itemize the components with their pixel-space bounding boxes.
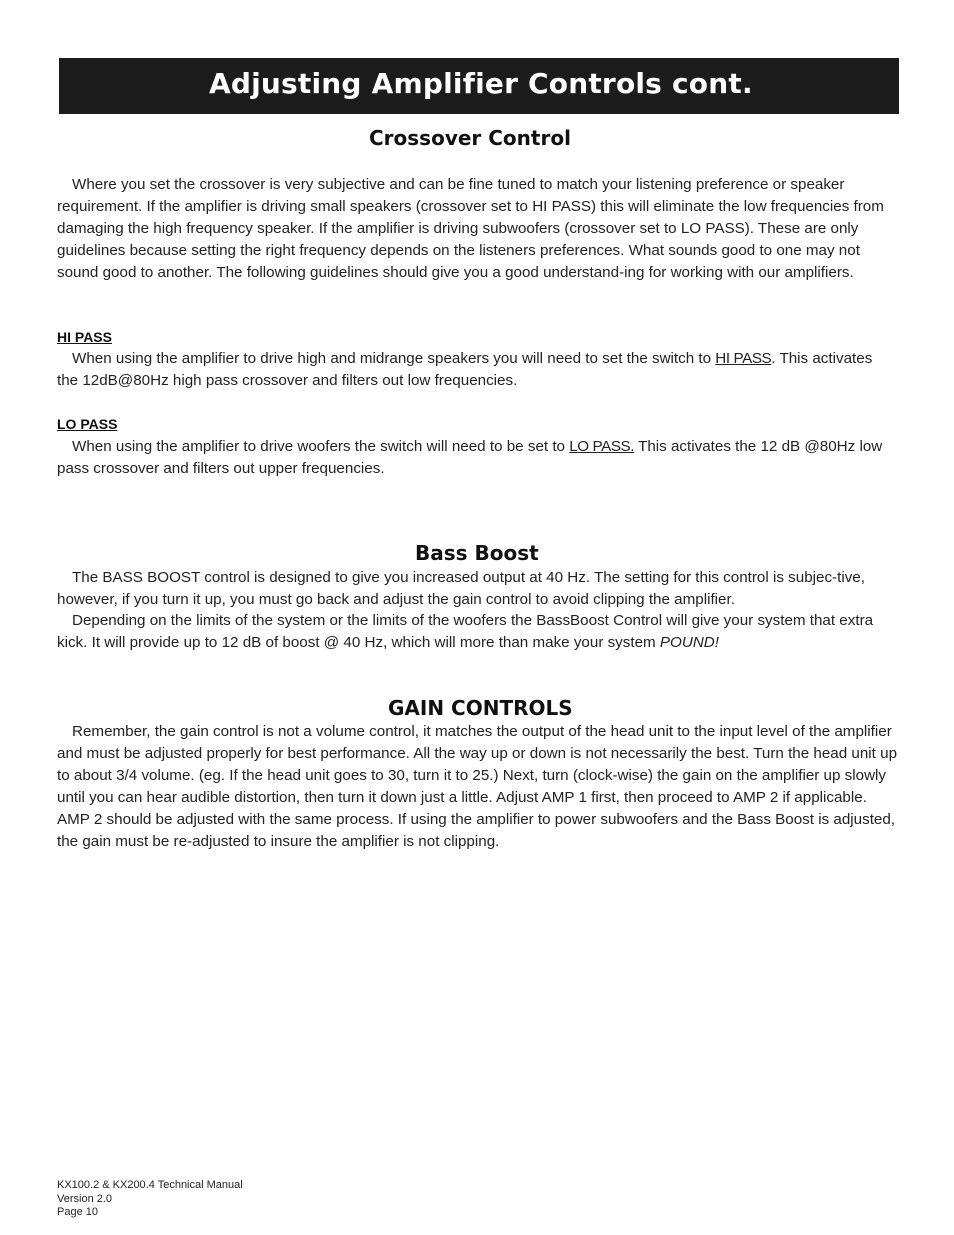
- gain-controls-paragraph: Remember, the gain control is not a volume control, it matches the output of the head unit to the input level of the amplifier and must be adjusted properly for best performance. All the way up or down is not necessarily the best. Turn the head unit up to about 3/4 volume. (eg. If the head unit goes to 30, turn it to 25.) Next, turn (clock-wise) the gain on the amplifier up slowly until you can hear audible distortion, then turn it down just a little. Adjust AMP 1 first, then proceed to AMP 2 if applicable. AMP 2 should be adjusted with the same process. If using the amplifier to power subwoofers and the Bass Boost is adjusted, the gain must be re-adjusted to insure the amplifier is not clipping.: [57, 723, 898, 850]
- hi-pass-text-start: When using the amplifier to drive high and midrange speakers you will need to set the switch to: [72, 350, 716, 367]
- bass-boost-paragraph-2: [57, 610, 897, 654]
- lo-pass-paragraph: [57, 436, 897, 480]
- hi-pass-paragraph: [57, 348, 897, 392]
- hi-pass-emphasis: HI PASS: [715, 350, 772, 367]
- gain-controls-section-title: GAIN CONTROLS: [388, 696, 573, 720]
- crossover-section-title: Crossover Control: [369, 126, 571, 150]
- page-title-banner: [59, 58, 899, 114]
- hi-pass-heading: HI PASS: [57, 329, 112, 345]
- bass-boost-section-title: Bass Boost: [415, 541, 539, 565]
- lo-pass-heading: LO PASS: [57, 416, 118, 432]
- lo-pass-emphasis: LO PASS.: [569, 438, 635, 455]
- hi-pass-text-end: . This activates the 12dB@80Hz high pass crossover and filters out low frequencies.: [57, 350, 873, 389]
- bass-boost-paragraph-1: The BASS BOOST control is designed to give you increased output at 40 Hz. The setting for this control is subjec-tive, however, if you turn it up, you must go back and adjust the gain control to avoid clipping the amplifier.: [57, 569, 865, 608]
- footer-page-number: Page 10: [57, 1206, 98, 1218]
- bass-boost-pound: POUND!: [659, 634, 719, 651]
- lo-pass-text-start: When using the amplifier to drive woofers the switch will need to be set to: [72, 438, 570, 455]
- footer-manual-title: KX100.2 & KX200.4 Technical Manual: [57, 1179, 243, 1191]
- footer-version: Version 2.0: [57, 1192, 113, 1205]
- lo-pass-text-end: This activates the 12 dB @80Hz low pass crossover and filters out upper frequencies.: [57, 438, 883, 477]
- page-title: Adjusting Amplifier Controls cont.: [209, 67, 753, 100]
- page-footer: [57, 1179, 243, 1220]
- bass-boost-text: Depending on the limits of the system or the limits of the woofers the BassBoost Control will give your system that extra kick. It will provide up to 12 dB of boost @ 40 Hz, which will more than make your system: [57, 612, 874, 651]
- crossover-intro-paragraph: Where you set the crossover is very subjective and can be fine tuned to match your listening preference or speaker requirement. If the amplifier is driving small speakers (crossover set to HI PASS) this will eliminate the low frequencies from damaging the high frequency speaker. If the amplifier is driving subwoofers (crossover set to LO PASS). These are only guidelines because setting the right frequency depends on the listeners preferences. What sounds good to one may not sound good to another. The following guidelines should give you a good understand-ing for working with our amplifiers.: [57, 176, 884, 281]
